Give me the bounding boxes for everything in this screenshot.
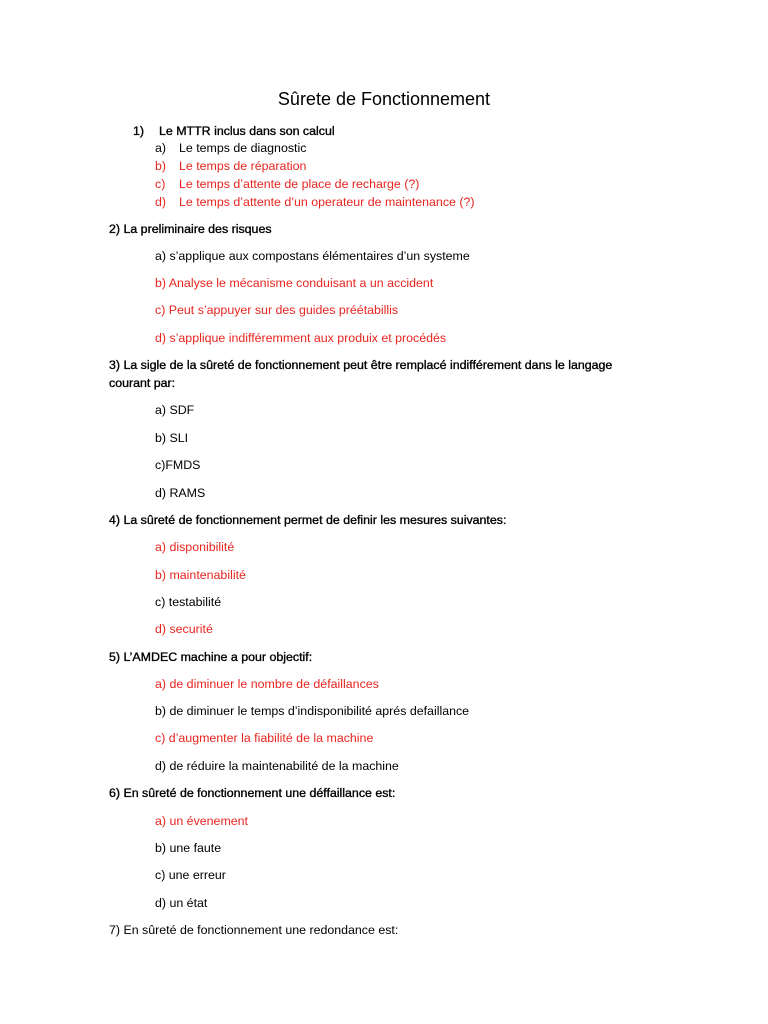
q6-option-d: d) un état: [155, 896, 208, 910]
q3-option-a: a) SDF: [155, 403, 195, 417]
q1-option-a: [155, 140, 306, 156]
q1-option-a-text: Le temps de diagnostic: [179, 141, 307, 155]
q5-option-b: b) de diminuer le temps d’indisponibilité aprés defaillance: [155, 704, 470, 718]
q6-option-a: a) un évenement: [155, 814, 248, 828]
question-1: [133, 123, 335, 139]
q4-option-a: a) disponibilité: [155, 540, 235, 554]
q3-option-c: c)FMDS: [155, 458, 201, 472]
q4-option-b: b) maintenabilité: [155, 568, 246, 582]
q2-option-b: b) Analyse le mécanisme conduisant a un accident: [155, 276, 434, 290]
q3-option-d: d) RAMS: [155, 486, 206, 500]
q2-option-c: c) Peut s’appuyer sur des guides préétabillis: [155, 303, 399, 317]
q5-option-d: d) de réduire la maintenabilité de la machine: [155, 759, 399, 773]
q1-option-b: [155, 158, 306, 174]
q5-option-c: c) d’augmenter la fiabilité de la machine: [155, 731, 374, 745]
q1-option-b-letter: b): [155, 159, 167, 173]
q1-option-d-text: Le temps d’attente d’un operateur de maintenance (?): [179, 195, 475, 209]
q3-option-b: b) SLI: [155, 431, 189, 445]
question-3-line-2: courant par:: [109, 376, 176, 390]
q1-option-a-letter: a): [155, 141, 167, 155]
q1-option-d-letter: d): [155, 195, 167, 209]
q2-option-d: d) s’applique indifféremment aux produix et procédés: [155, 331, 447, 345]
question-4: 4) La sûreté de fonctionnement permet de definir les mesures suivantes:: [109, 513, 507, 527]
q1-option-b-text: Le temps de réparation: [179, 159, 307, 173]
question-6: 6) En sûreté de fonctionnement une déffaillance est:: [109, 786, 396, 800]
q1-option-c: [155, 176, 419, 192]
q6-option-c: c) une erreur: [155, 868, 226, 882]
q5-option-a: a) de diminuer le nombre de défaillances: [155, 677, 379, 691]
q4-option-d: d) securité: [155, 622, 213, 636]
q2-option-a: a) s’applique aux compostans élémentaires d’un systeme: [155, 249, 470, 263]
question-5: 5) L’AMDEC machine a pour objectif:: [109, 650, 313, 664]
page-title: Sûrete de Fonctionnement: [277, 89, 491, 109]
q1-option-d: [155, 194, 475, 210]
question-3-line-1: 3) La sigle de la sûreté de fonctionnement peut être remplacé indifférement dans le langage: [109, 358, 613, 372]
question-2: 2) La preliminaire des risques: [109, 222, 272, 236]
question-7: 7) En sûreté de fonctionnement une redondance est:: [109, 923, 399, 937]
question-1-number: 1): [133, 124, 145, 138]
q1-option-c-text: Le temps d’attente de place de recharge (?): [179, 177, 420, 191]
question-1-text: Le MTTR inclus dans son calcul: [159, 124, 335, 138]
q6-option-b: b) une faute: [155, 841, 222, 855]
q1-option-c-letter: c): [155, 177, 166, 191]
q4-option-c: c) testabilité: [155, 595, 222, 609]
